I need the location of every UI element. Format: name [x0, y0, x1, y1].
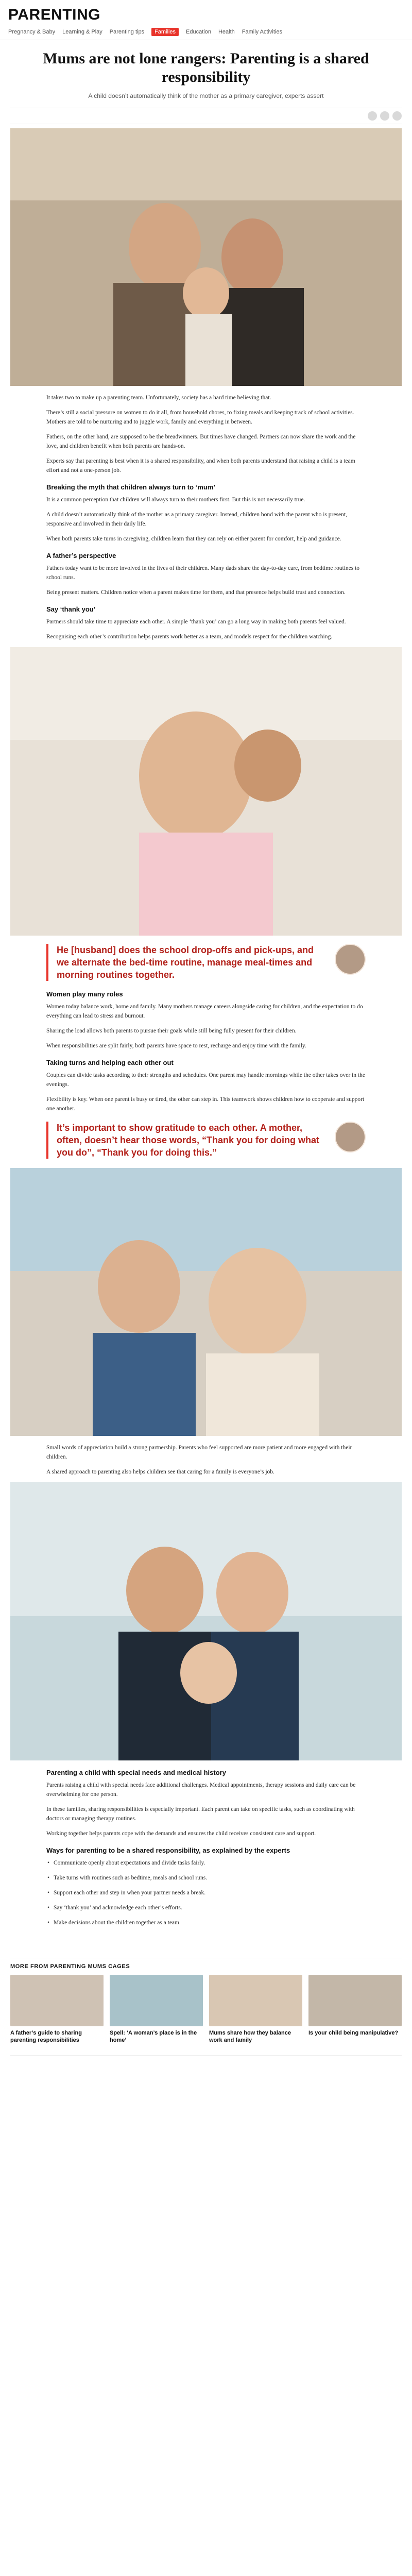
paragraph: Couples can divide tasks according to their strengths and schedules. One parent may handle mornings while the other takes over in the evenings. — [46, 1072, 365, 1088]
related-card[interactable] — [110, 1975, 203, 2046]
article-standfirst: A child doesn’t automatically think of the mother as a primary caregiver, experts assert — [88, 92, 324, 99]
list-item: • Communicate openly about expectations and divide tasks fairly. — [46, 1858, 366, 1868]
list-item: • Say ‘thank you’ and acknowledge each other’s efforts. — [46, 1903, 366, 1912]
share-twitter-icon[interactable] — [380, 111, 389, 121]
section-heading: Ways for parenting to be a shared responsibility, as explained by the experts — [46, 1846, 290, 1854]
list-item: • Take turns with routines such as bedtime, meals and school runs. — [46, 1873, 366, 1883]
card-thumbnail[interactable] — [10, 1975, 104, 2026]
paragraph: Fathers today want to be more involved in the lives of their children. Many dads share the day-to-day care, from bedtime routines to school runs. — [46, 565, 360, 581]
paragraph: When both parents take turns in caregiving, children learn that they can rely on either parent for comfort, help and guidance. — [46, 536, 341, 542]
third-photo — [10, 1168, 402, 1436]
section-heading: Breaking the myth that children always turn to ‘mum’ — [46, 483, 215, 491]
fourth-photo — [10, 1482, 402, 1760]
page-footer — [10, 2055, 402, 2067]
card-thumbnail[interactable] — [308, 1975, 402, 2026]
paragraph: Being present matters. Children notice when a parent makes time for them, and that presence helps build trust and connection. — [46, 589, 346, 596]
nav-item-learning[interactable]: Learning & Play — [62, 29, 102, 35]
second-photo — [10, 647, 402, 936]
article — [10, 40, 402, 1943]
nav-item-pregnancy[interactable]: Pregnancy & Baby — [8, 29, 56, 35]
nav-item-health[interactable]: Health — [218, 29, 235, 35]
pullquote-avatar — [335, 1122, 366, 1153]
card-title[interactable]: Mums share how they balance work and family — [209, 2030, 291, 2043]
more-section-title: MORE FROM PARENTING MUMS CAGES — [10, 1963, 130, 1970]
pullquote-text: It’s important to show gratitude to each other. A mother, often, doesn’t hear those words, “Thank you for doing what you do”, “Thank you for doing this.” — [57, 1123, 320, 1158]
section-heading: Women play many roles — [46, 990, 123, 998]
pullquote-avatar — [335, 944, 366, 975]
paragraph: Small words of appreciation build a strong partnership. Parents who feel supported are more patient and more engaged with their children. — [46, 1445, 352, 1460]
share-buttons — [368, 111, 402, 121]
paragraph: In these families, sharing responsibilities is especially important. Each parent can take on specific tasks, such as coordinating with doctors or managing therapy routines. — [46, 1806, 355, 1822]
section-heading: Parenting a child with special needs and medical history — [46, 1769, 226, 1776]
related-card[interactable] — [209, 1975, 302, 2046]
site-header — [0, 0, 412, 40]
nav-item-education[interactable]: Education — [186, 29, 211, 35]
paragraph: Experts say that parenting is best when it is a shared responsibility, and when both parents understand that raising a child is a team effort and not a one-person job. — [46, 458, 355, 473]
card-thumbnail[interactable] — [209, 1975, 302, 2026]
paragraph: Fathers, on the other hand, are supposed to be the breadwinners. But times have changed. Partners can now share the work and the love, and children benefit when both parents are hands-on. — [46, 434, 356, 449]
card-title[interactable]: Is your child being manipulative? — [308, 2030, 399, 2036]
card-title[interactable]: Spell: ‘A woman’s place is in the home’ — [110, 2030, 197, 2043]
pullquote-text: He [husband] does the school drop-offs and pick-ups, and we alternate the bed-time routine, manage meal-times and morning routines together. — [57, 945, 314, 980]
nav-item-activities[interactable]: Family Activities — [242, 29, 282, 35]
more-cards — [10, 1975, 402, 2046]
paragraph: Recognising each other’s contribution helps parents work better as a team, and models respect for the children watching. — [46, 634, 333, 640]
more-from-section — [10, 1958, 402, 2046]
paragraph: There’s still a social pressure on women to do it all, from household chores, to fixing meals and keeping track of school activities. Mothers are told to be nurturing and to juggle work, family and everything in between. — [46, 410, 354, 425]
article-body-continued — [46, 944, 366, 1159]
tips-list — [46, 1858, 366, 1927]
paragraph: Parents raising a child with special needs face additional challenges. Medical appointments, therapy sessions and daily care can be overwhelming for one person. — [46, 1782, 356, 1798]
fourth-photo-illustration — [10, 1482, 402, 1760]
share-facebook-icon[interactable] — [368, 111, 377, 121]
paragraph: Flexibility is key. When one parent is busy or tired, the other can step in. This teamwork shows children how to cooperate and support one another. — [46, 1096, 365, 1112]
related-card[interactable] — [308, 1975, 402, 2046]
share-email-icon[interactable] — [392, 111, 402, 121]
paragraph: A child doesn’t automatically think of the mother as a primary caregiver. Instead, children bond with the parent who is present, responsive and involved in their daily life. — [46, 512, 347, 527]
article-body — [46, 393, 366, 641]
article-headline: Mums are not lone rangers: Parenting is a shared responsibility — [43, 50, 369, 86]
section-heading: A father’s perspective — [46, 552, 116, 560]
paragraph: Working together helps parents cope with the demands and ensures the child receives consistent care and support. — [46, 1831, 316, 1837]
list-item: • Make decisions about the children together as a team. — [46, 1918, 366, 1927]
pullquote-bar — [46, 944, 48, 981]
section-title[interactable]: PARENTING — [8, 6, 100, 23]
paragraph: Partners should take time to appreciate each other. A simple ‘thank you’ can go a long way in making both parents feel valued. — [46, 619, 346, 625]
list-item: • Support each other and step in when your partner needs a break. — [46, 1888, 366, 1897]
nav-item-tips[interactable]: Parenting tips — [109, 29, 145, 35]
second-photo-illustration — [10, 647, 402, 936]
section-heading: Say ‘thank you’ — [46, 605, 96, 613]
article-meta — [10, 108, 402, 124]
pullquote — [46, 1122, 366, 1159]
article-body-continued-3 — [46, 1769, 366, 1927]
paragraph: It takes two to make up a parenting team. Unfortunately, society has a hard time believing that. — [46, 395, 271, 401]
hero-photo-illustration — [10, 128, 402, 386]
related-card[interactable] — [10, 1975, 104, 2046]
section-nav — [8, 28, 404, 36]
section-heading: Taking turns and helping each other out — [46, 1059, 174, 1066]
pullquote — [46, 944, 366, 981]
pullquote-bar — [46, 1122, 48, 1159]
card-thumbnail[interactable] — [110, 1975, 203, 2026]
hero-photo — [10, 128, 402, 386]
paragraph: Sharing the load allows both parents to pursue their goals while still being fully present for their children. — [46, 1028, 297, 1034]
paragraph: When responsibilities are split fairly, both parents have space to rest, recharge and enjoy time with the family. — [46, 1043, 306, 1049]
article-body-continued-2 — [46, 1443, 366, 1477]
card-title[interactable]: A father’s guide to sharing parenting responsibilities — [10, 2030, 82, 2043]
nav-item-families[interactable]: Families — [151, 28, 179, 36]
paragraph: It is a common perception that children will always turn to their mothers first. But this is not necessarily true. — [46, 497, 305, 503]
paragraph: A shared approach to parenting also helps children see that caring for a family is everyone’s job. — [46, 1469, 274, 1475]
paragraph: Women today balance work, home and family. Many mothers manage careers alongside caring for children, and the expectation to do everything can lead to stress and burnout. — [46, 1004, 363, 1019]
third-photo-illustration — [10, 1168, 402, 1436]
